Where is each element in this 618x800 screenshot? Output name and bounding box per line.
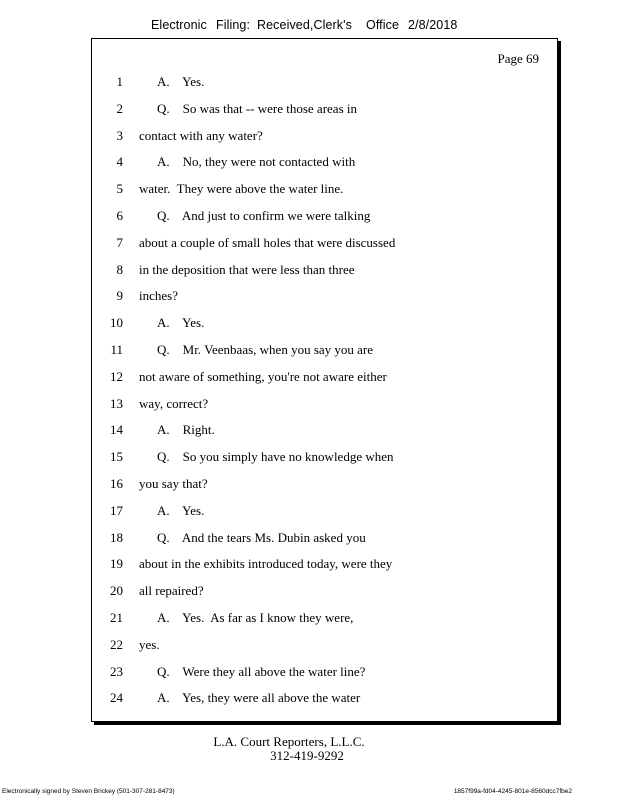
line-text: water. They were above the water line. xyxy=(139,181,344,197)
line-text: A. Yes. xyxy=(157,315,205,331)
line-number: 23 xyxy=(110,663,123,679)
line-text: Q. And the tears Ms. Dubin asked you xyxy=(157,529,366,545)
line-number: 18 xyxy=(110,529,123,545)
transcript-line xyxy=(92,396,557,416)
line-text: way, correct? xyxy=(139,395,209,411)
line-number: 24 xyxy=(110,690,123,706)
filing-word-received: Received,Clerk's xyxy=(257,18,352,32)
line-number: 14 xyxy=(110,422,123,438)
line-text: A. Right. xyxy=(157,422,215,438)
line-number: 2 xyxy=(116,100,123,116)
transcript-line xyxy=(92,664,557,684)
line-text: Q. And just to confirm we were talking xyxy=(157,208,371,223)
transcript-line xyxy=(92,476,557,496)
line-number: 22 xyxy=(110,636,123,652)
line-text: inches? xyxy=(139,288,178,304)
transcript-line xyxy=(92,288,557,308)
e-signature-left: Electronically signed by Steven Brickey (501-307-281-8473) xyxy=(2,788,175,795)
transcript-page xyxy=(91,38,558,722)
line-text: not aware of something, you're not aware either xyxy=(139,368,387,384)
transcript-line xyxy=(92,583,557,603)
line-number: 5 xyxy=(116,181,123,197)
line-number: 19 xyxy=(110,556,123,572)
transcript-line xyxy=(92,610,557,630)
line-number: 6 xyxy=(116,208,123,223)
line-text: Q. So was that -- were those areas in xyxy=(157,100,357,116)
line-text: in the deposition that were less than three xyxy=(139,261,355,277)
transcript-line xyxy=(92,503,557,523)
line-text: Q. So you simply have no knowledge when xyxy=(157,449,394,465)
reporter-name: L.A. Court Reporters, L.L.C. xyxy=(213,734,365,749)
line-text: A. Yes. xyxy=(157,74,205,89)
line-text: A. Yes, they were all above the water xyxy=(157,690,361,706)
filing-date: 2/8/2018 xyxy=(408,18,458,32)
line-text: A. No, they were not contacted with xyxy=(157,154,356,170)
line-number: 7 xyxy=(116,234,123,250)
line-number: 20 xyxy=(110,583,123,599)
line-number: 16 xyxy=(110,476,123,491)
transcript-line xyxy=(92,530,557,550)
line-number: 17 xyxy=(110,502,123,518)
transcript-line xyxy=(92,74,557,94)
filing-word-filing: Filing: xyxy=(216,18,251,32)
line-text: Q. Were they all above the water line? xyxy=(157,663,366,679)
line-text: A. Yes. As far as I know they were, xyxy=(157,610,354,625)
line-text: about a couple of small holes that were discussed xyxy=(139,234,396,250)
line-number: 12 xyxy=(110,368,123,384)
transcript-line xyxy=(92,235,557,255)
line-text: yes. xyxy=(139,636,160,652)
line-number: 9 xyxy=(116,288,123,304)
line-number: 21 xyxy=(110,610,123,625)
transcript-line xyxy=(92,262,557,282)
transcript-line xyxy=(92,154,557,174)
transcript-line xyxy=(92,342,557,362)
line-number: 13 xyxy=(110,395,123,411)
transcript-line xyxy=(92,449,557,469)
transcript-line xyxy=(92,208,557,228)
line-number: 8 xyxy=(116,261,123,277)
line-text: contact with any water? xyxy=(139,127,263,143)
transcript-line xyxy=(92,101,557,121)
transcript-line xyxy=(92,637,557,657)
transcript-line xyxy=(92,181,557,201)
e-signature-id: 1857f99a-fd04-4245-801e-8560dcc7fbe2 xyxy=(453,788,572,795)
transcript-line xyxy=(92,556,557,576)
reporter-phone: 312-419-9292 xyxy=(270,748,344,763)
line-text: you say that? xyxy=(139,476,208,491)
filing-word-electronic: Electronic xyxy=(151,18,207,32)
line-text: about in the exhibits introduced today, were they xyxy=(139,556,393,572)
line-number: 10 xyxy=(110,315,123,331)
page-number: Page 69 xyxy=(497,51,539,66)
line-number: 11 xyxy=(110,342,123,357)
transcript-line xyxy=(92,315,557,335)
line-number: 15 xyxy=(110,449,123,465)
line-number: 3 xyxy=(116,127,123,143)
transcript-line xyxy=(92,369,557,389)
transcript-line xyxy=(92,128,557,148)
line-number: 4 xyxy=(116,154,123,170)
line-text: A. Yes. xyxy=(157,502,205,518)
line-text: Q. Mr. Veenbaas, when you say you are xyxy=(157,342,374,357)
line-number: 1 xyxy=(116,74,123,89)
filing-word-office: Office xyxy=(366,18,400,32)
line-text: all repaired? xyxy=(139,583,204,599)
transcript-line xyxy=(92,422,557,442)
transcript-line xyxy=(92,690,557,710)
